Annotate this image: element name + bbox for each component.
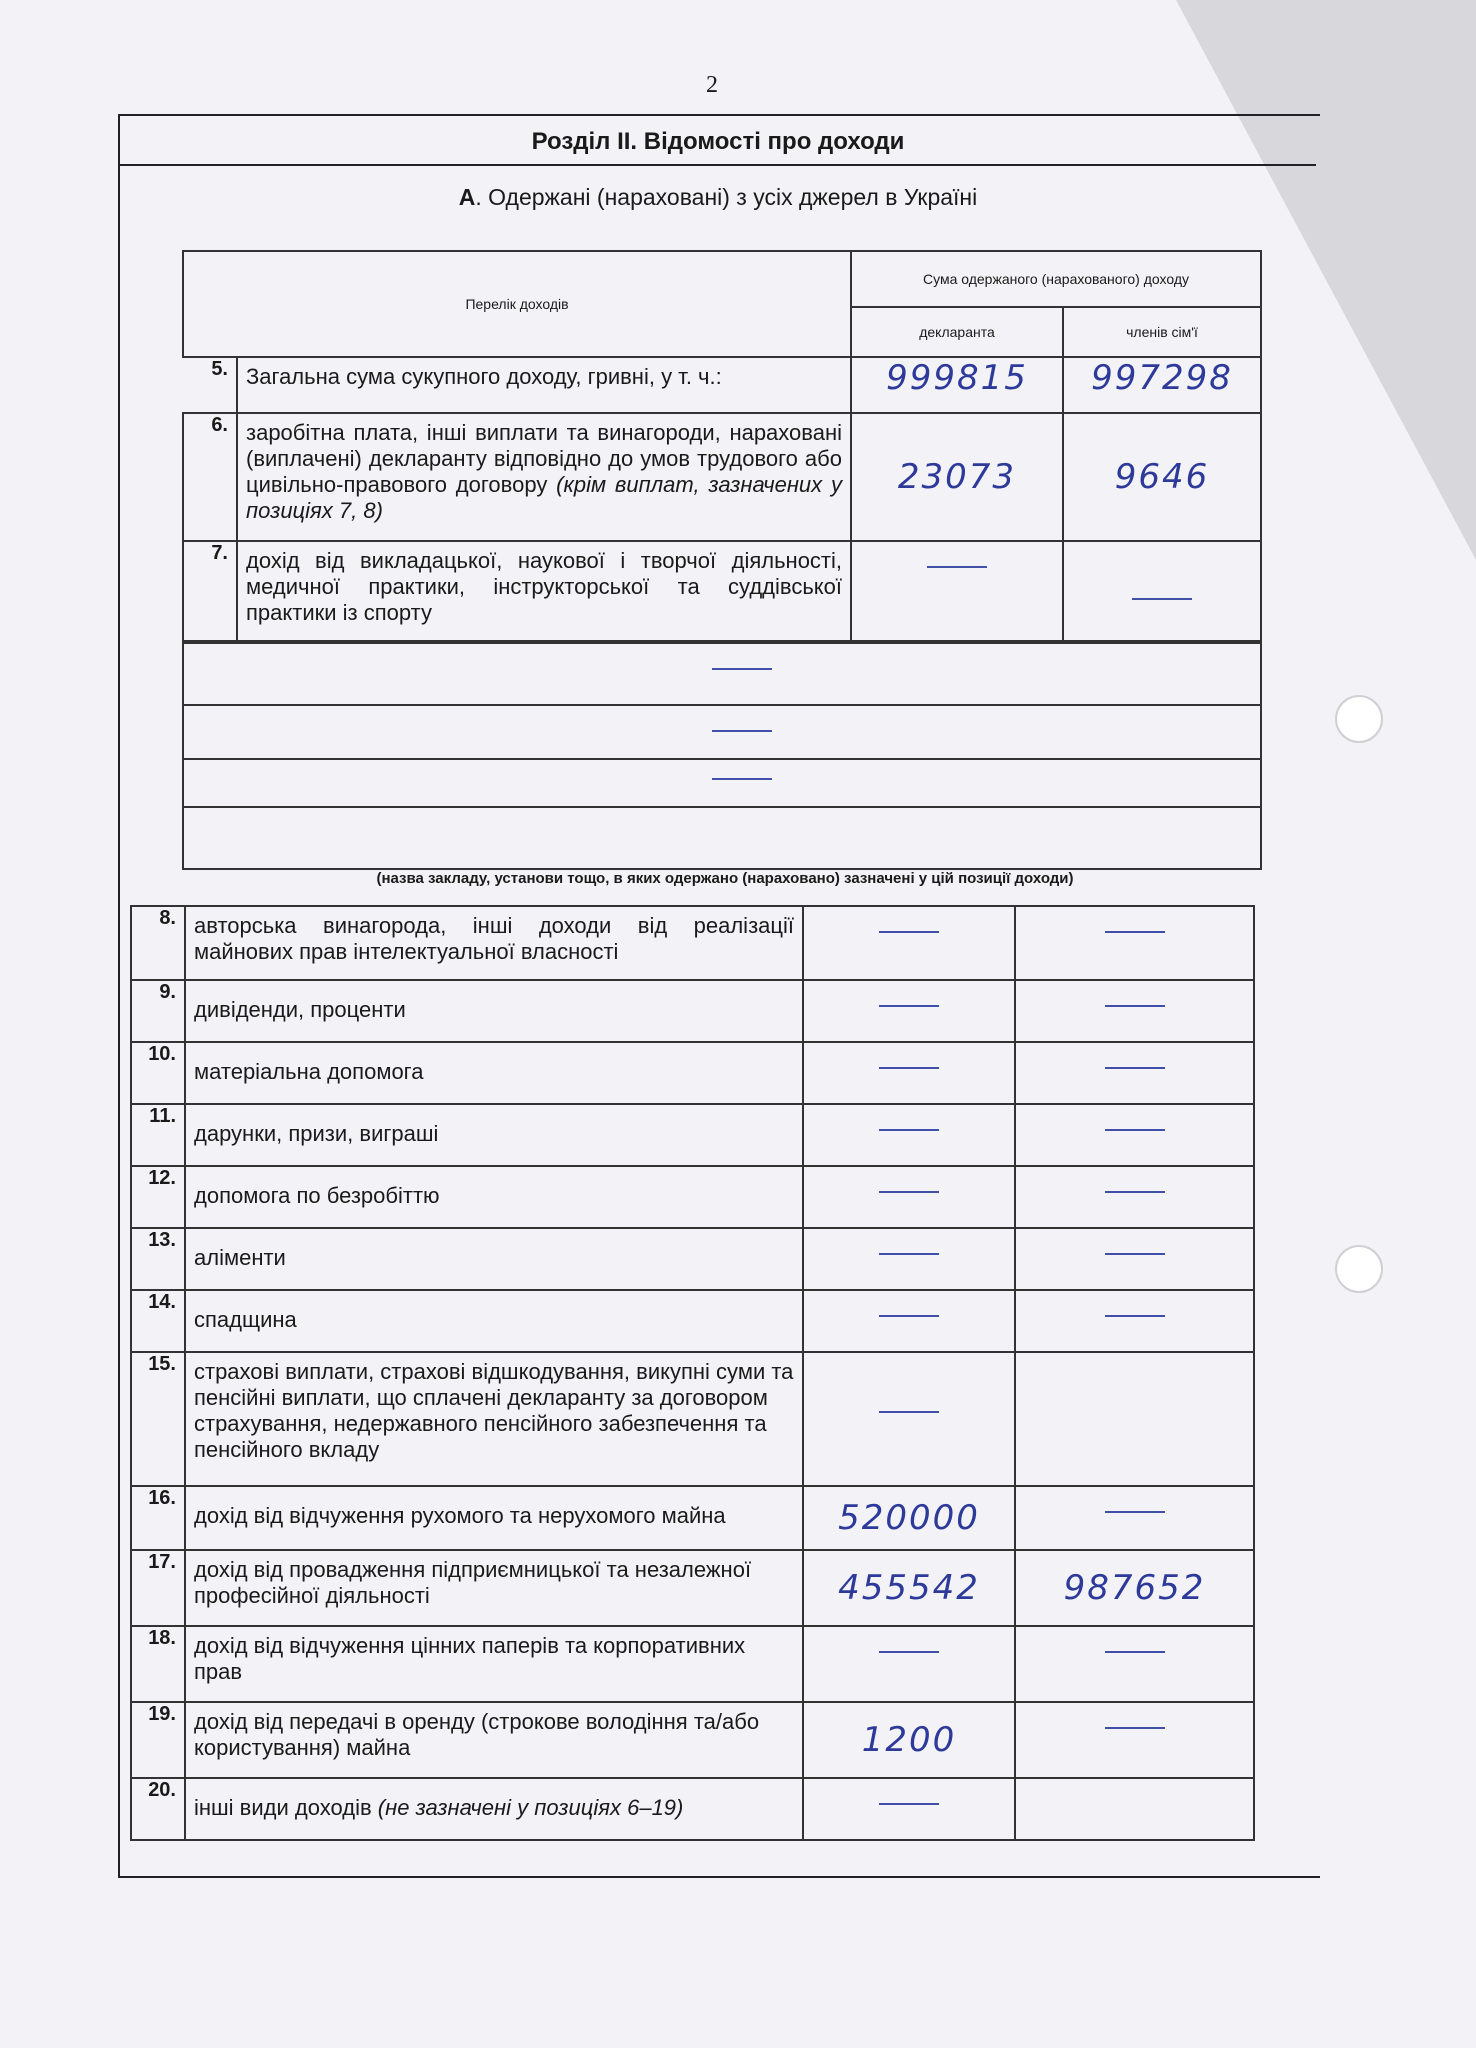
row-label-note: (не зазначені у позиціях 6–19) xyxy=(377,1795,684,1820)
subsection-title xyxy=(120,184,1316,211)
family-dash xyxy=(1015,1778,1254,1840)
declarant-dash xyxy=(803,1042,1015,1104)
income-table-top xyxy=(182,250,1262,642)
table-row xyxy=(131,1166,1254,1228)
row-label-text: інші види доходів xyxy=(194,1795,378,1820)
row-label: дарунки, призи, виграші xyxy=(185,1104,803,1166)
table-row xyxy=(183,357,1261,413)
row-label xyxy=(237,413,851,541)
dash-mark xyxy=(1105,1651,1165,1653)
family-dash xyxy=(1015,1166,1254,1228)
dash-mark xyxy=(712,730,772,732)
declarant-dash xyxy=(803,1626,1015,1702)
punch-hole xyxy=(1335,695,1383,743)
declarant-dash xyxy=(803,1290,1015,1352)
row-label: дивіденди, проценти xyxy=(185,980,803,1042)
family-header: членів сім'ї xyxy=(1063,307,1261,357)
declarant-dash xyxy=(803,1104,1015,1166)
family-dash xyxy=(1015,1042,1254,1104)
institution-line xyxy=(183,759,1261,807)
table-row xyxy=(131,1626,1254,1702)
row-label: допомога по безробіттю xyxy=(185,1166,803,1228)
declarant-dash xyxy=(803,906,1015,980)
table-row xyxy=(131,1104,1254,1166)
dash-mark xyxy=(879,1129,939,1131)
declarant-value: 23073 xyxy=(851,413,1063,541)
table-row xyxy=(183,541,1261,641)
row-number: 14. xyxy=(131,1290,185,1352)
family-dash xyxy=(1015,1104,1254,1166)
dash-mark xyxy=(1105,1005,1165,1007)
family-dash xyxy=(1015,980,1254,1042)
row-label: дохід від викладацької, наукової і творчої діяльності, медичної практики, інструкторської та суддівської практики із спорту xyxy=(237,541,851,641)
row-number: 15. xyxy=(131,1352,185,1486)
dash-mark xyxy=(1105,1191,1165,1193)
family-dash xyxy=(1015,1486,1254,1550)
dash-mark xyxy=(879,1651,939,1653)
institution-caption: (назва закладу, установи тощо, в яких одержано (нараховано) зазначені у цій позиції доходи) xyxy=(376,870,1074,887)
table-row xyxy=(131,906,1254,980)
dash-mark xyxy=(879,931,939,933)
row-label xyxy=(185,1778,803,1840)
row-number: 7. xyxy=(183,541,237,641)
row-number: 16. xyxy=(131,1486,185,1550)
row-label: Загальна сума сукупного доходу, гривні, у т. ч.: xyxy=(237,357,851,413)
table-row xyxy=(131,1778,1254,1840)
row-label: дохід від провадження підприємницької та незалежної професійної діяльності xyxy=(185,1550,803,1626)
dash-mark xyxy=(1105,1727,1165,1729)
row-number: 9. xyxy=(131,980,185,1042)
income-table-bottom xyxy=(130,905,1255,1841)
row-number: 5. xyxy=(183,357,237,413)
dash-mark xyxy=(879,1411,939,1413)
dash-mark xyxy=(1105,931,1165,933)
row-number: 13. xyxy=(131,1228,185,1290)
row-number: 19. xyxy=(131,1702,185,1778)
institution-line xyxy=(183,807,1261,869)
family-value: 987652 xyxy=(1015,1550,1254,1626)
family-dash xyxy=(1015,1702,1254,1778)
subsection-letter: А xyxy=(458,184,476,210)
row-number: 18. xyxy=(131,1626,185,1702)
family-dash xyxy=(1015,1626,1254,1702)
dash-mark xyxy=(927,566,987,568)
subsection-text: . Одержані (нараховані) з усіх джерел в Україні xyxy=(475,184,978,210)
dash-mark xyxy=(1105,1511,1165,1513)
family-value: 9646 xyxy=(1063,413,1261,541)
dash-mark xyxy=(879,1315,939,1317)
row-label: авторська винагорода, інші доходи від реалізації майнових прав інтелектуальної власності xyxy=(185,906,803,980)
table-row xyxy=(131,980,1254,1042)
family-dash xyxy=(1063,541,1261,641)
dash-mark xyxy=(1105,1315,1165,1317)
row-label: аліменти xyxy=(185,1228,803,1290)
row-number: 10. xyxy=(131,1042,185,1104)
institution-block xyxy=(182,642,1262,870)
dash-mark xyxy=(879,1253,939,1255)
declarant-value: 455542 xyxy=(803,1550,1015,1626)
declarant-dash xyxy=(803,1352,1015,1486)
row-label: дохід від відчуження цінних паперів та корпоративних прав xyxy=(185,1626,803,1702)
declarant-dash xyxy=(803,1228,1015,1290)
row-number: 17. xyxy=(131,1550,185,1626)
table-row xyxy=(131,1290,1254,1352)
dash-mark xyxy=(1132,598,1192,600)
row-number: 6. xyxy=(183,413,237,541)
family-dash xyxy=(1015,1290,1254,1352)
dash-mark xyxy=(879,1191,939,1193)
dash-mark xyxy=(1105,1067,1165,1069)
declarant-dash xyxy=(851,541,1063,641)
row-label-note: (крім виплат, зазначених у позиціях 7, 8) xyxy=(246,472,842,523)
declarant-value: 999815 xyxy=(851,357,1063,413)
row-number: 12. xyxy=(131,1166,185,1228)
row-label: спадщина xyxy=(185,1290,803,1352)
declarant-dash xyxy=(803,1778,1015,1840)
table-row xyxy=(131,1486,1254,1550)
row-label: дохід від відчуження рухомого та нерухомого майна xyxy=(185,1486,803,1550)
section-title: Розділ ІІ. Відомості про доходи xyxy=(120,120,1316,166)
dash-mark xyxy=(879,1005,939,1007)
dash-mark xyxy=(879,1803,939,1805)
row-number: 11. xyxy=(131,1104,185,1166)
declarant-dash xyxy=(803,1166,1015,1228)
row-label: страхові виплати, страхові відшкодування, викупні суми та пенсійні виплати, що сплачені декларанту за договором страхування, недержавного пенсійного забезпечення та пенсійного вкладу xyxy=(185,1352,803,1486)
page-number: 2 xyxy=(706,72,718,98)
dash-mark xyxy=(712,778,772,780)
table-row xyxy=(131,1352,1254,1486)
sum-header: Сума одержаного (нарахованого) доходу xyxy=(851,251,1261,307)
institution-line xyxy=(183,643,1261,705)
table-row xyxy=(183,413,1261,541)
family-dash xyxy=(1015,1352,1254,1486)
dash-mark xyxy=(712,668,772,670)
dash-mark xyxy=(1105,1253,1165,1255)
institution-line xyxy=(183,705,1261,759)
family-dash xyxy=(1015,906,1254,980)
family-value: 997298 xyxy=(1063,357,1261,413)
declarant-dash xyxy=(803,980,1015,1042)
dash-mark xyxy=(879,1067,939,1069)
table-row xyxy=(131,1550,1254,1626)
declarant-value: 1200 xyxy=(803,1702,1015,1778)
table-row xyxy=(131,1702,1254,1778)
list-header: Перелік доходів xyxy=(183,251,851,357)
table-row xyxy=(131,1228,1254,1290)
row-number: 8. xyxy=(131,906,185,980)
row-label: дохід від передачі в оренду (строкове володіння та/або користування) майна xyxy=(185,1702,803,1778)
dash-mark xyxy=(1105,1129,1165,1131)
row-number: 20. xyxy=(131,1778,185,1840)
family-dash xyxy=(1015,1228,1254,1290)
declarant-header: декларанта xyxy=(851,307,1063,357)
row-label: матеріальна допомога xyxy=(185,1042,803,1104)
punch-hole xyxy=(1335,1245,1383,1293)
table-row xyxy=(131,1042,1254,1104)
row-label-text: заробітна плата, інші виплати та винагороди, нараховані (виплачені) декларанту відповідно до умов трудового або цивільно-правового договору xyxy=(246,420,842,497)
declarant-value: 520000 xyxy=(803,1486,1015,1550)
